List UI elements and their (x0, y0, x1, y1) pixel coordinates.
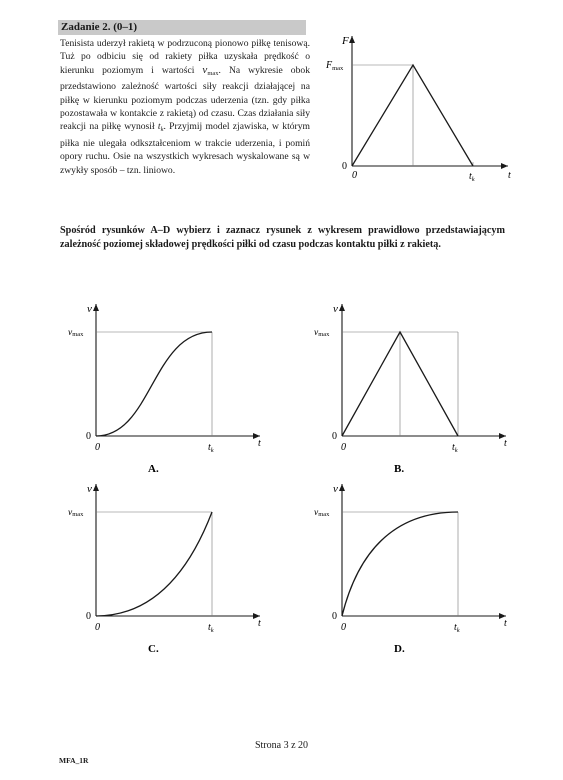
option-letter: B. (394, 463, 405, 475)
option-y-label: v (87, 483, 92, 495)
option-curve (342, 512, 458, 616)
option-x-label: t (258, 438, 261, 449)
option-origin-label: 0 (332, 611, 337, 622)
option-graph-c[interactable] (62, 480, 272, 660)
option-graph-a[interactable] (62, 300, 272, 480)
option-letter: A. (148, 463, 159, 475)
task-body-part3: . Przyjmij model zjawiska, w którym piłka nie ulegała odkształceniom w trakcie uderzenia, i pomiń opory ruchu. Osie na wszystkich wykresach wyskalowane są w zwykły sposób – tzn. liniowo. (60, 121, 310, 176)
force-tk-symbol: t (469, 171, 472, 182)
option-origin-label: 0 (86, 611, 91, 622)
tk-symbol: t (157, 121, 161, 133)
force-fmax-sub: max (332, 65, 344, 72)
option-graph-d[interactable] (308, 480, 518, 660)
option-curve (96, 332, 212, 436)
option-tk-label: $t_k$ (452, 442, 458, 454)
option-origin-label: 0 (332, 431, 337, 442)
option-vmax-label: vmax (68, 328, 84, 338)
task-body-part2: . Na wykresie obok przedstawiono zależność wartości siły reakcji działającej na piłkę w kierunku poziomym podczas uderzenia (tzn. gdy piłka pozostawała w kontakcie z rakietą) od czasu. Czas działania siły reakcji na piłkę wynosił (60, 64, 310, 133)
option-origin-label: 0 (86, 431, 91, 442)
option-tk-label: $t_k$ (454, 622, 460, 634)
option-vmax-label: vmax (314, 508, 330, 518)
option-x-label: t (258, 618, 261, 629)
option-vmax-label: vmax (314, 328, 330, 338)
option-tk-label: $t_k$ (208, 442, 214, 454)
force-tk-sub: k (471, 176, 475, 183)
force-tk-label (469, 171, 475, 183)
force-fmax-label (325, 60, 344, 72)
option-tk-label: $t_k$ (208, 622, 214, 634)
task-title: Zadanie 2. (0–1) (61, 21, 138, 33)
option-x-origin-label: 0 (95, 442, 100, 453)
option-x-label: t (504, 438, 507, 449)
force-origin-label: 0 (342, 161, 347, 172)
force-graph (318, 28, 528, 190)
force-x-label: t (508, 170, 511, 181)
vmax-symbol: v (202, 63, 208, 76)
option-vmax-label: vmax (68, 508, 84, 518)
option-y-label: v (333, 483, 338, 495)
option-graph-b[interactable] (308, 300, 518, 480)
force-curve (352, 65, 473, 166)
option-x-origin-label: 0 (341, 442, 346, 453)
option-y-label: v (333, 303, 338, 315)
force-y-label: F (342, 35, 349, 47)
option-curve (96, 512, 212, 616)
option-x-origin-label: 0 (341, 622, 346, 633)
option-x-origin-label: 0 (95, 622, 100, 633)
option-letter: D. (394, 643, 405, 655)
option-y-label: v (87, 303, 92, 315)
vmax-subscript: max (207, 69, 219, 77)
page-number: Strona 3 z 20 (254, 740, 309, 751)
exam-code: MFA_1R (59, 756, 89, 765)
option-letter: C. (148, 643, 159, 655)
task-body-part1: Tenisista uderzył rakietą w podrzuconą pionowo piłkę tenisową. Tuż po odbiciu się od rakiety piłka uzyskała prędkość o kierunku poziomym i wartości (60, 38, 310, 76)
force-fmax-symbol: F (326, 60, 333, 71)
force-x-origin-label: 0 (352, 170, 357, 181)
option-x-label: t (504, 618, 507, 629)
question-text: Spośród rysunków A–D wybierz i zaznacz rysunek z wykresem prawidłowo przedstawiającym zależność poziomej składowej prędkości piłki od czasu podczas kontaktu piłki z rakietą. (60, 225, 505, 250)
task-body (60, 37, 310, 177)
tk-subscript: k (160, 126, 164, 134)
